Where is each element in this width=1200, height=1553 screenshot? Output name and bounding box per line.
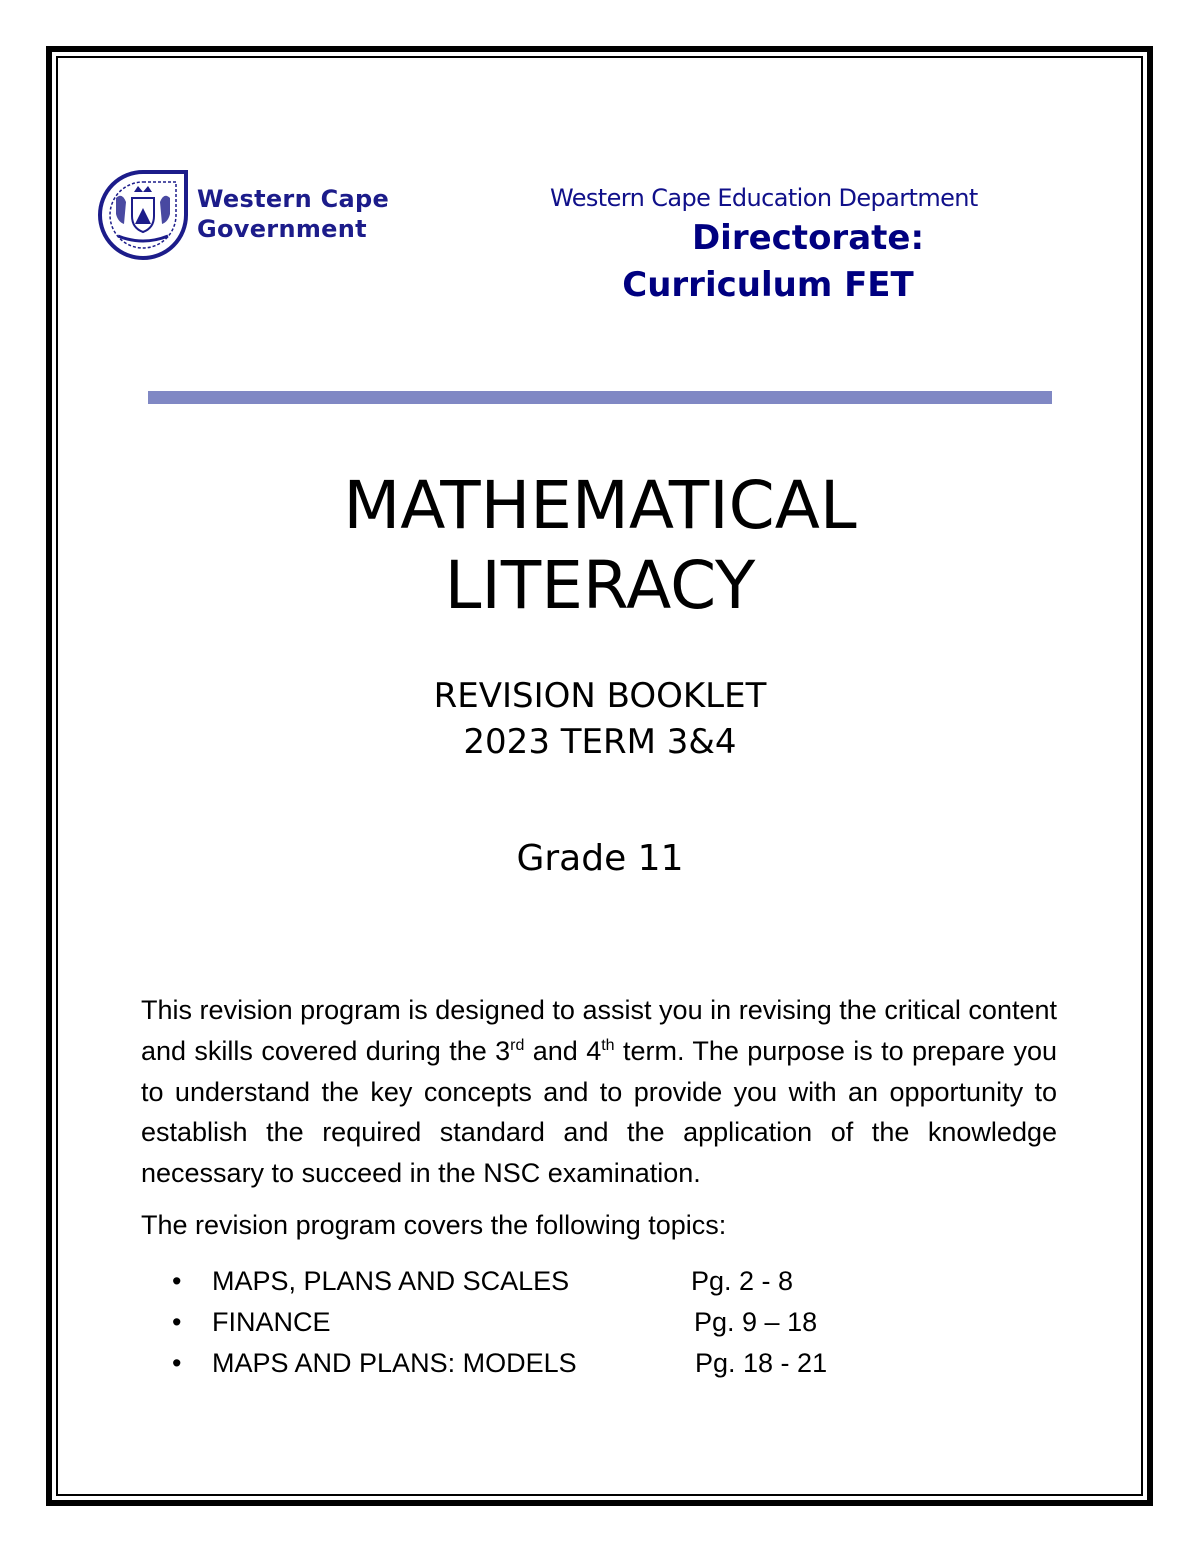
topic-pages: Pg. 9 – 18 bbox=[694, 1307, 818, 1337]
superscript: th bbox=[601, 1036, 615, 1054]
title-line1: MATHEMATICAL bbox=[343, 467, 857, 544]
topic-name: MAPS, PLANS AND SCALES bbox=[212, 1266, 570, 1296]
department-name: Western Cape Education Department bbox=[550, 184, 978, 212]
title-line2: LITERACY bbox=[444, 547, 756, 624]
document-subtitle bbox=[0, 673, 1200, 765]
intro-paragraph bbox=[141, 990, 1057, 1194]
list-item bbox=[172, 1348, 872, 1389]
header-divider-bar bbox=[148, 391, 1052, 404]
topic-pages: Pg. 2 - 8 bbox=[691, 1266, 794, 1296]
logo-text-line2: Government bbox=[197, 215, 367, 243]
bullet-icon: • bbox=[172, 1307, 182, 1337]
paragraph-text: term. The purpose is to prepare you to understand the key concepts and to provide you with an opportunity to establish the required standard and the application of the knowledge necessary to succeed in the NSC examination. bbox=[141, 1035, 1057, 1189]
paragraph-text: and 4 bbox=[524, 1035, 602, 1066]
superscript: rd bbox=[510, 1036, 525, 1054]
directorate-name: Curriculum FET bbox=[622, 265, 914, 305]
directorate-label: Directorate: bbox=[691, 218, 925, 258]
topic-pages: Pg. 18 - 21 bbox=[695, 1348, 828, 1378]
bullet-icon: • bbox=[172, 1266, 182, 1296]
paragraph-text: This revision program is designed to assist you in revising the critical content and skills covered during the 3 bbox=[141, 995, 1057, 1066]
subtitle-line2: 2023 TERM 3&4 bbox=[463, 722, 737, 762]
logo-wordmark bbox=[197, 184, 389, 244]
list-item bbox=[172, 1266, 872, 1307]
topic-name: FINANCE bbox=[212, 1307, 331, 1337]
grade-label: Grade 11 bbox=[516, 838, 684, 879]
western-cape-coat-of-arms-logo bbox=[96, 168, 190, 262]
topics-intro: The revision program covers the following topics: bbox=[141, 1210, 727, 1240]
bullet-icon: • bbox=[172, 1348, 182, 1378]
subtitle-line1: REVISION BOOKLET bbox=[433, 676, 767, 716]
topics-list bbox=[172, 1266, 872, 1389]
document-title bbox=[0, 466, 1200, 626]
topic-name: MAPS AND PLANS: MODELS bbox=[212, 1348, 577, 1378]
list-item bbox=[172, 1307, 872, 1348]
logo-text-line1: Western Cape bbox=[197, 185, 390, 213]
